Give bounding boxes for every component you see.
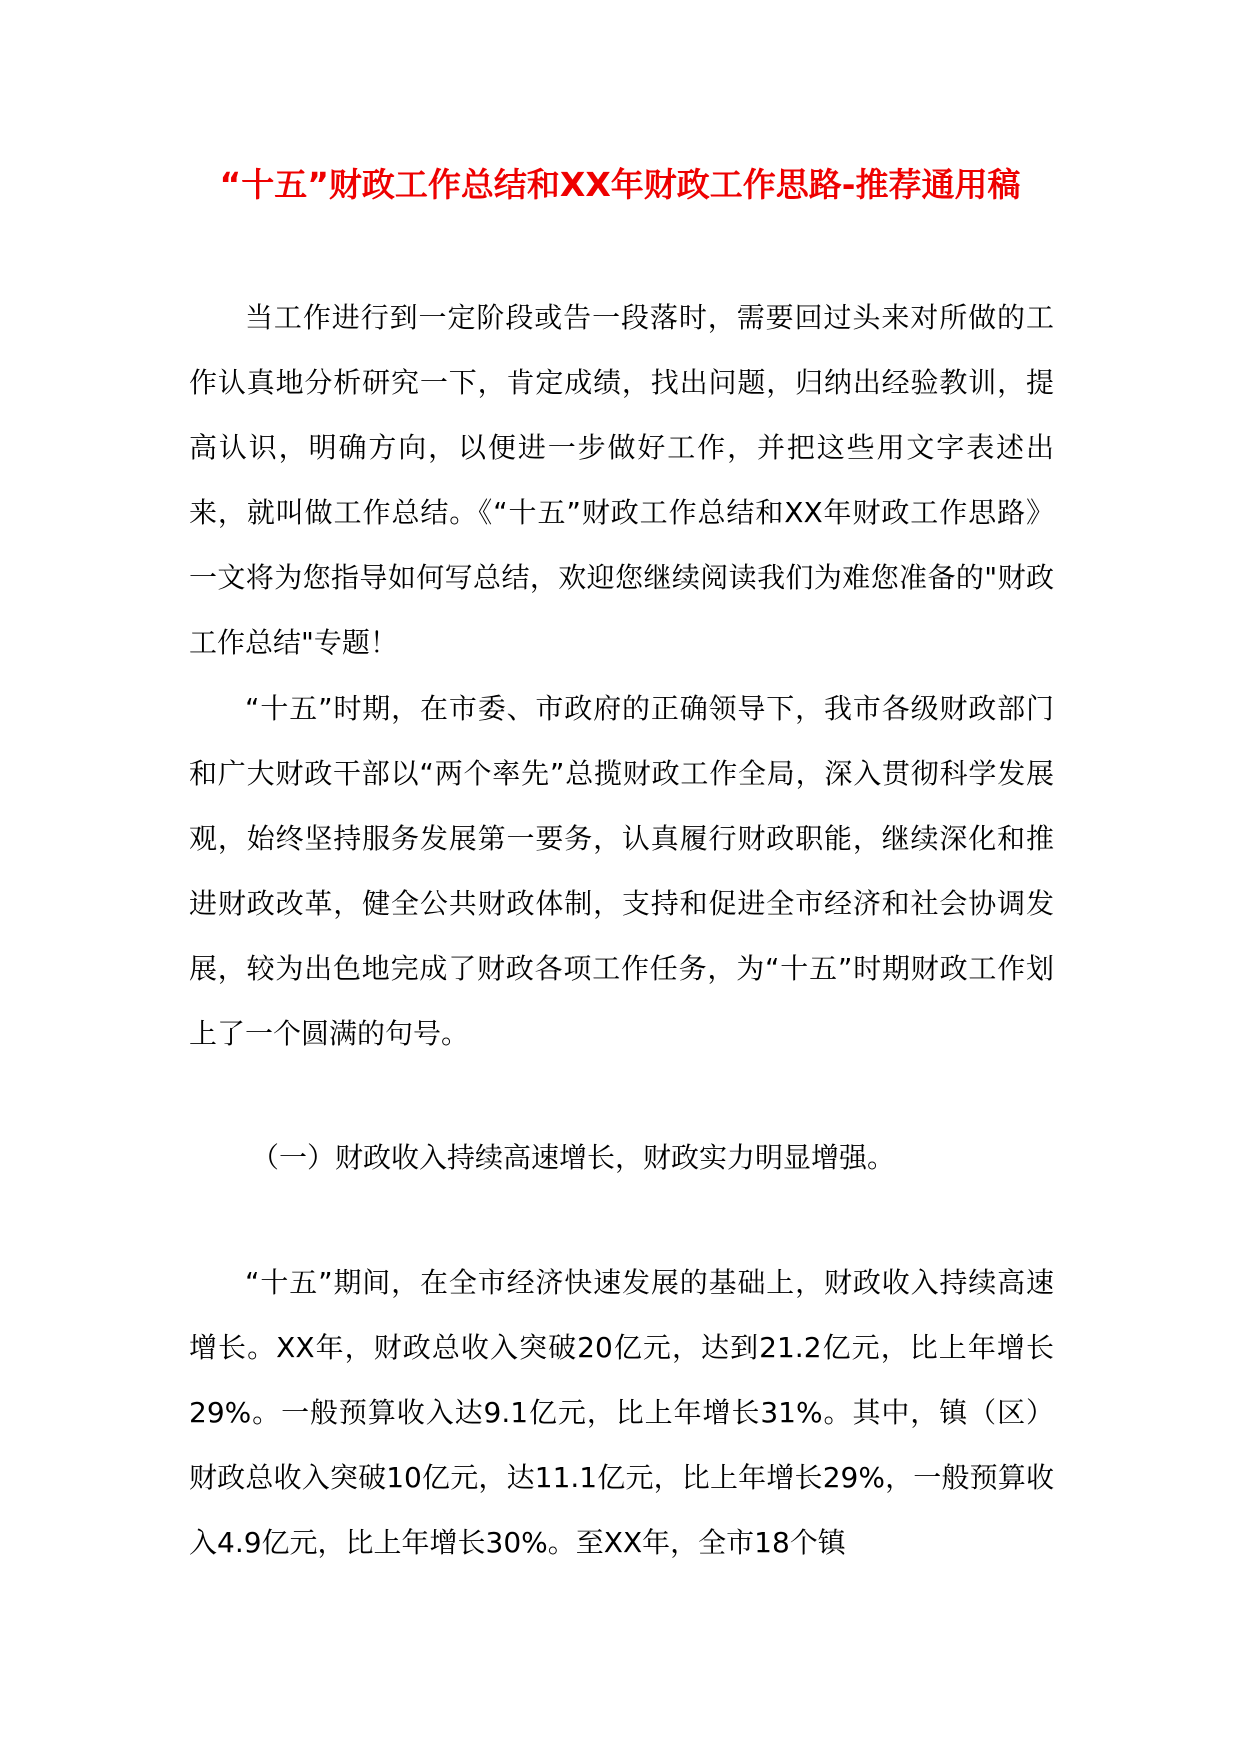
section-paragraph: “十五”期间，在全市经济快速发展的基础上，财政收入持续高速增长。XX年，财政总收入突破20亿元，达到21.2亿元，比上年增长29%。一般预算收入达9.1亿元，比上年增长31%。其中，镇（区）财政总收入突破10亿元，达11.1亿元，比上年增长29%，一般预算收入4.9亿元，比上年增长30%。至XX年，全市18个镇 [189, 1266, 1054, 1559]
overview-paragraph: “十五”时期，在市委、市政府的正确领导下，我市各级财政部门和广大财政干部以“两个率先”总揽财政工作全局，深入贯彻科学发展观，始终坚持服务发展第一要务，认真履行财政职能，继续深化和推进财政改革，健全公共财政体制，支持和促进全市经济和社会协调发展，较为出色地完成了财政各项工作任务，为“十五”时期财政工作划上了一个圆满的句号。 [189, 692, 1054, 1050]
intro-paragraph: 当工作进行到一定阶段或告一段落时，需要回过头来对所做的工作认真地分析研究一下，肯定成绩，找出问题，归纳出经验教训，提高认识，明确方向，以便进一步做好工作，并把这些用文字表述出来，就叫做工作总结。《“十五”财政工作总结和XX年财政工作思路》一文将为您指导如何写总结，欢迎您继续阅读我们为难您准备的"财政工作总结"专题！ [189, 301, 1054, 659]
document-title: “十五”财政工作总结和XX年财政工作思路-推荐通用稿 [219, 165, 1021, 204]
section-heading: （一）财政收入持续高速增长，财政实力明显增强。 [251, 1141, 896, 1174]
